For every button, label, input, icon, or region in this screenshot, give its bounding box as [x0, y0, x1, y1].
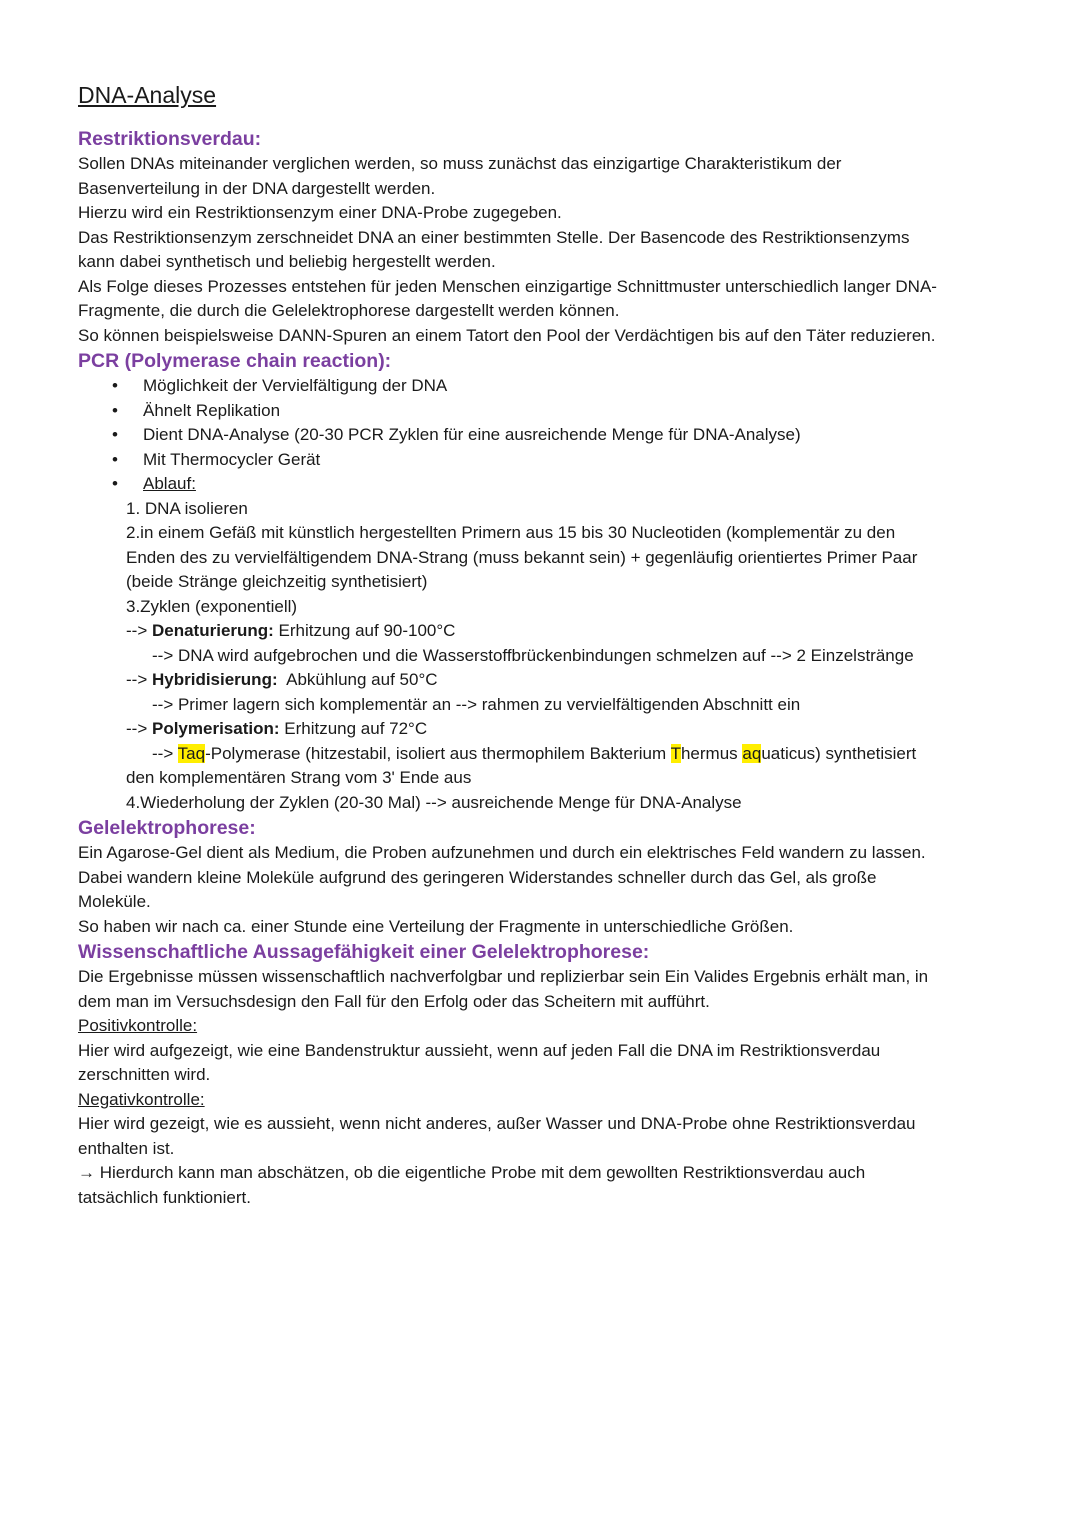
paragraph-line: Das Restriktionsenzym zerschneidet DNA an einer bestimmten Stelle. Der Basencode des Restriktionsenzyms [78, 227, 910, 247]
paragraph-line: Basenverteilung in der DNA dargestellt werden. [78, 178, 436, 198]
heading-pcr: PCR (Polymerase chain reaction): [78, 350, 392, 372]
denaturierung-detail: --> DNA wird aufgebrochen und die Wasserstoffbrückenbindungen schmelzen auf --> 2 Einzelstränge [152, 645, 914, 665]
hybridisierung-label: Hybridisierung: [151, 670, 278, 689]
detail-text: uaticus) synthetisiert [761, 743, 917, 763]
paragraph-line: So können beispielsweise DANN-Spuren an einem Tatort den Pool der Verdächtigen bis auf den Täter reduzieren. [78, 325, 936, 345]
highlight-taq: Taq [177, 743, 206, 763]
paragraph-line: Moleküle. [78, 892, 151, 911]
polymerisation-label: Polymerisation: [151, 719, 280, 738]
positivkontrolle-label: Positivkontrolle: [78, 1016, 198, 1035]
paragraph-line: Fragmente, die durch die Gelelektrophorese dargestellt werden können. [78, 301, 620, 320]
arrow: --> [126, 719, 148, 738]
list-item-text: Ähnelt Replikation [143, 400, 281, 420]
paragraph-line: Sollen DNAs miteinander verglichen werden, so muss zunächst das einzigartige Charakteristikum der [78, 154, 842, 173]
highlight-aq: aq [742, 743, 762, 763]
bullet-icon: • [112, 376, 118, 395]
detail-text: -Polymerase (hitzestabil, isoliert aus thermophilem Bakterium [205, 743, 671, 763]
step-4: 4.Wiederholung der Zyklen (20-30 Mal) --> ausreichende Menge für DNA-Analyse [126, 792, 742, 812]
bullet-icon: • [112, 425, 118, 444]
conclusion-line: → Hierdurch kann man abschätzen, ob die eigentliche Probe mit dem gewollten Restriktionsverdau auch [78, 1163, 866, 1182]
bullet-icon: • [112, 449, 118, 469]
list-item [78, 472, 1000, 497]
step-2-line: 2.in einem Gefäß mit künstlich hergestellten Primern aus 15 bis 30 Nucleotiden (komplementär zu den [126, 523, 896, 542]
bullet-icon: • [112, 400, 118, 420]
list-item [78, 448, 1000, 473]
heading-aussagefaehigkeit: Wissenschaftliche Aussagefähigkeit einer Gelelektrophorese: [78, 941, 650, 963]
step-3: 3.Zyklen (exponentiell) [126, 596, 298, 616]
ablauf-label: Ablauf: [143, 474, 196, 493]
paragraph-line: Dabei wandern kleine Moleküle aufgrund des geringeren Widerstandes schneller durch das Gel, als große [78, 867, 877, 887]
polymerisation-detail [126, 742, 1000, 767]
paragraph-line: dem man im Versuchsdesign den Fall für den Erfolg oder das Scheitern mit aufführt. [78, 991, 710, 1011]
document-title: DNA-Analyse [78, 82, 217, 108]
paragraph-line: kann dabei synthetisch und beliebig hergestellt werden. [78, 252, 496, 271]
paragraph-line: Hierzu wird ein Restriktionsenzym einer DNA-Probe zugegeben. [78, 203, 562, 222]
list-item [78, 423, 1000, 448]
hybridisierung-line [126, 668, 1000, 693]
paragraph-line: zerschnitten wird. [78, 1065, 211, 1084]
highlight-t: T [670, 743, 681, 763]
paragraph-line: enthalten ist. [78, 1138, 175, 1158]
step-1: 1. DNA isolieren [126, 498, 248, 518]
arrow: --> [126, 670, 148, 689]
detail-text: hermus [680, 743, 743, 763]
denaturierung-text: Erhitzung auf 90-100°C [273, 621, 456, 640]
paragraph-line: So haben wir nach ca. einer Stunde eine Verteilung der Fragmente in unterschiedliche Größen. [78, 916, 794, 936]
list-item-text: Möglichkeit der Vervielfältigung der DNA [143, 376, 448, 395]
step-2-line: Enden des zu vervielfältigendem DNA-Strang (muss bekannt sein) + gegenläufig orientiertes Primer Paar [126, 547, 918, 567]
list-item-text: Mit Thermocycler Gerät [143, 449, 321, 469]
arrow: --> [126, 621, 148, 640]
list-item [78, 374, 1000, 399]
list-item-text: Dient DNA-Analyse (20-30 PCR Zyklen für eine ausreichende Menge für DNA-Analyse) [143, 425, 801, 444]
denaturierung-label: Denaturierung: [151, 621, 274, 640]
polymerisation-detail-line2: den komplementären Strang vom 3' Ende aus [126, 768, 472, 787]
heading-restriktionsverdau: Restriktionsverdau: [78, 128, 262, 150]
pcr-bullet-list [78, 374, 1000, 497]
heading-gelelektrophorese: Gelelektrophorese: [78, 817, 256, 839]
paragraph-line: Die Ergebnisse müssen wissenschaftlich nachverfolgbar und replizierbar sein Ein Valides Ergebnis erhält man, in [78, 967, 929, 986]
list-item [78, 399, 1000, 424]
bullet-icon: • [112, 474, 118, 493]
conclusion-line: tatsächlich funktioniert. [78, 1187, 251, 1207]
denaturierung-line [126, 619, 1000, 644]
pcr-ablauf [78, 497, 1000, 816]
polymerisation-line [126, 717, 1000, 742]
paragraph-line: Hier wird gezeigt, wie es aussieht, wenn nicht anderes, außer Wasser und DNA-Probe ohne Restriktionsverdau [78, 1114, 916, 1133]
hybridisierung-detail: --> Primer lagern sich komplementär an --> rahmen zu vervielfältigenden Abschnitt ein [152, 694, 801, 714]
hybridisierung-text: Abkühlung auf 50°C [277, 670, 438, 689]
paragraph-line: Hier wird aufgezeigt, wie eine Bandenstruktur aussieht, wenn auf jeden Fall die DNA im Restriktionsverdau [78, 1040, 881, 1060]
paragraph-line: Als Folge dieses Prozesses entstehen für jeden Menschen einzigartige Schnittmuster unterschiedlich langer DNA- [78, 276, 937, 296]
paragraph-line: Ein Agarose-Gel dient als Medium, die Proben aufzunehmen und durch ein elektrisches Feld wandern zu lassen. [78, 843, 926, 862]
polymerisation-text: Erhitzung auf 72°C [279, 719, 428, 738]
step-2-line: (beide Stränge gleichzeitig synthetisiert) [126, 572, 428, 591]
negativkontrolle-label: Negativkontrolle: [78, 1089, 205, 1109]
arrow: --> [152, 743, 178, 763]
